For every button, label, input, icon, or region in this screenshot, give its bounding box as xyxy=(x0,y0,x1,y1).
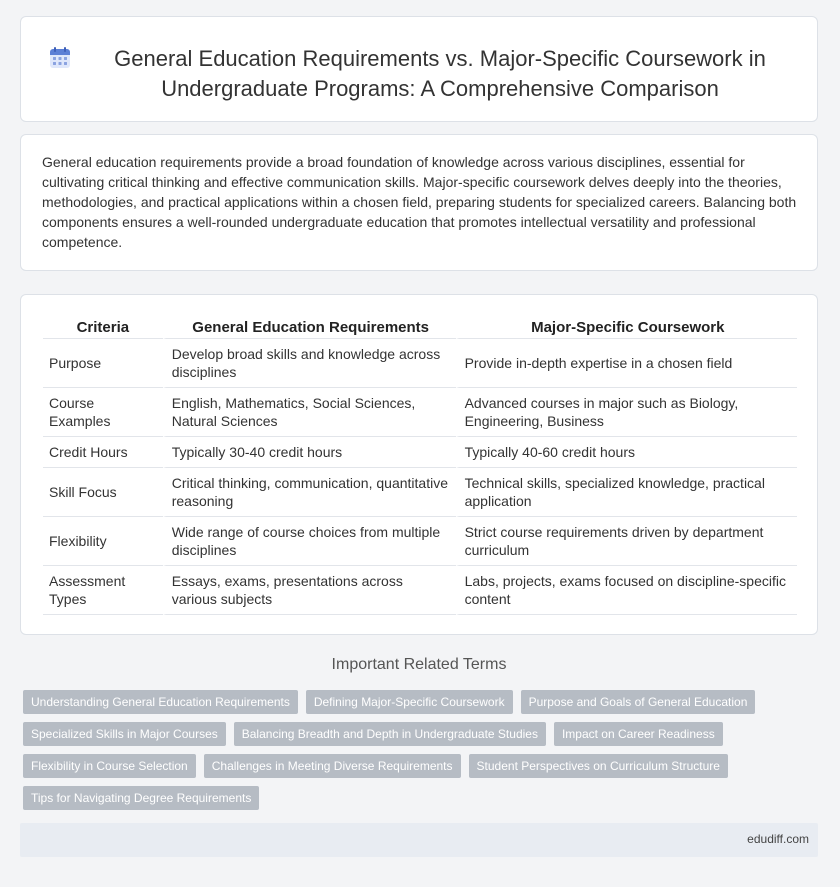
table-row xyxy=(43,388,797,437)
page-title: General Education Requirements vs. Major-Specific Coursework in Undergraduate Programs: A Comprehensive Comparison xyxy=(114,46,766,101)
row-major-specific: Provide in-depth expertise in a chosen field xyxy=(456,339,797,388)
table-row xyxy=(43,437,797,468)
header-general-education: General Education Requirements xyxy=(163,315,456,339)
row-general-education: Essays, exams, presentations across various subjects xyxy=(163,566,456,615)
related-term-tag[interactable]: Flexibility in Course Selection xyxy=(23,754,196,778)
header-major-specific: Major-Specific Coursework xyxy=(456,315,797,339)
related-term-tag[interactable]: Specialized Skills in Major Courses xyxy=(23,722,226,746)
row-criteria: Purpose xyxy=(43,339,163,388)
row-general-education: English, Mathematics, Social Sciences, Natural Sciences xyxy=(163,388,456,437)
row-major-specific: Technical skills, specialized knowledge, practical application xyxy=(456,468,797,517)
intro-card xyxy=(20,134,818,271)
intro-paragraph: General education requirements provide a broad foundation of knowledge across various disciplines, essential for cultivating critical thinking and effective communication skills. Major-specific coursework delves deeply into the theories, methodologies, and practical applications within a chosen field, preparing students for specialized careers. Balancing both components ensures a well-rounded undergraduate education that promotes intellectual versatility and professional competence. xyxy=(42,154,797,250)
row-major-specific: Strict course requirements driven by department curriculum xyxy=(456,517,797,566)
row-general-education: Typically 30-40 credit hours xyxy=(163,437,456,468)
footer-site-link[interactable]: edudiff.com xyxy=(747,832,809,846)
related-term-tag[interactable]: Student Perspectives on Curriculum Structure xyxy=(469,754,728,778)
related-term-tag[interactable]: Balancing Breadth and Depth in Undergraduate Studies xyxy=(234,722,546,746)
comparison-table-card xyxy=(20,294,818,635)
related-term-tag[interactable]: Impact on Career Readiness xyxy=(554,722,723,746)
row-general-education: Wide range of course choices from multiple disciplines xyxy=(163,517,456,566)
header-card xyxy=(20,16,818,122)
table-row xyxy=(43,339,797,388)
row-criteria: Assessment Types xyxy=(43,566,163,615)
header-criteria: Criteria xyxy=(43,315,163,339)
row-general-education: Develop broad skills and knowledge across disciplines xyxy=(163,339,456,388)
related-term-tag[interactable]: Defining Major-Specific Coursework xyxy=(306,690,513,714)
row-general-education: Critical thinking, communication, quantitative reasoning xyxy=(163,468,456,517)
related-term-tag[interactable]: Tips for Navigating Degree Requirements xyxy=(23,786,259,810)
table-header-row xyxy=(43,315,797,339)
row-major-specific: Typically 40-60 credit hours xyxy=(456,437,797,468)
footer xyxy=(20,823,818,857)
table-row xyxy=(43,468,797,517)
related-term-tag[interactable]: Purpose and Goals of General Education xyxy=(521,690,756,714)
related-term-tag[interactable]: Challenges in Meeting Diverse Requirements xyxy=(204,754,461,778)
row-criteria: Skill Focus xyxy=(43,468,163,517)
table-row xyxy=(43,517,797,566)
row-criteria: Course Examples xyxy=(43,388,163,437)
row-major-specific: Advanced courses in major such as Biology, Engineering, Business xyxy=(456,388,797,437)
row-criteria: Flexibility xyxy=(43,517,163,566)
row-major-specific: Labs, projects, exams focused on discipline-specific content xyxy=(456,566,797,615)
related-terms-list xyxy=(20,690,818,810)
table-row xyxy=(43,566,797,615)
comparison-table xyxy=(43,315,797,615)
related-terms-title: Important Related Terms xyxy=(331,656,507,673)
related-terms-section xyxy=(20,654,818,810)
related-term-tag[interactable]: Understanding General Education Requirements xyxy=(23,690,298,714)
row-criteria: Credit Hours xyxy=(43,437,163,468)
